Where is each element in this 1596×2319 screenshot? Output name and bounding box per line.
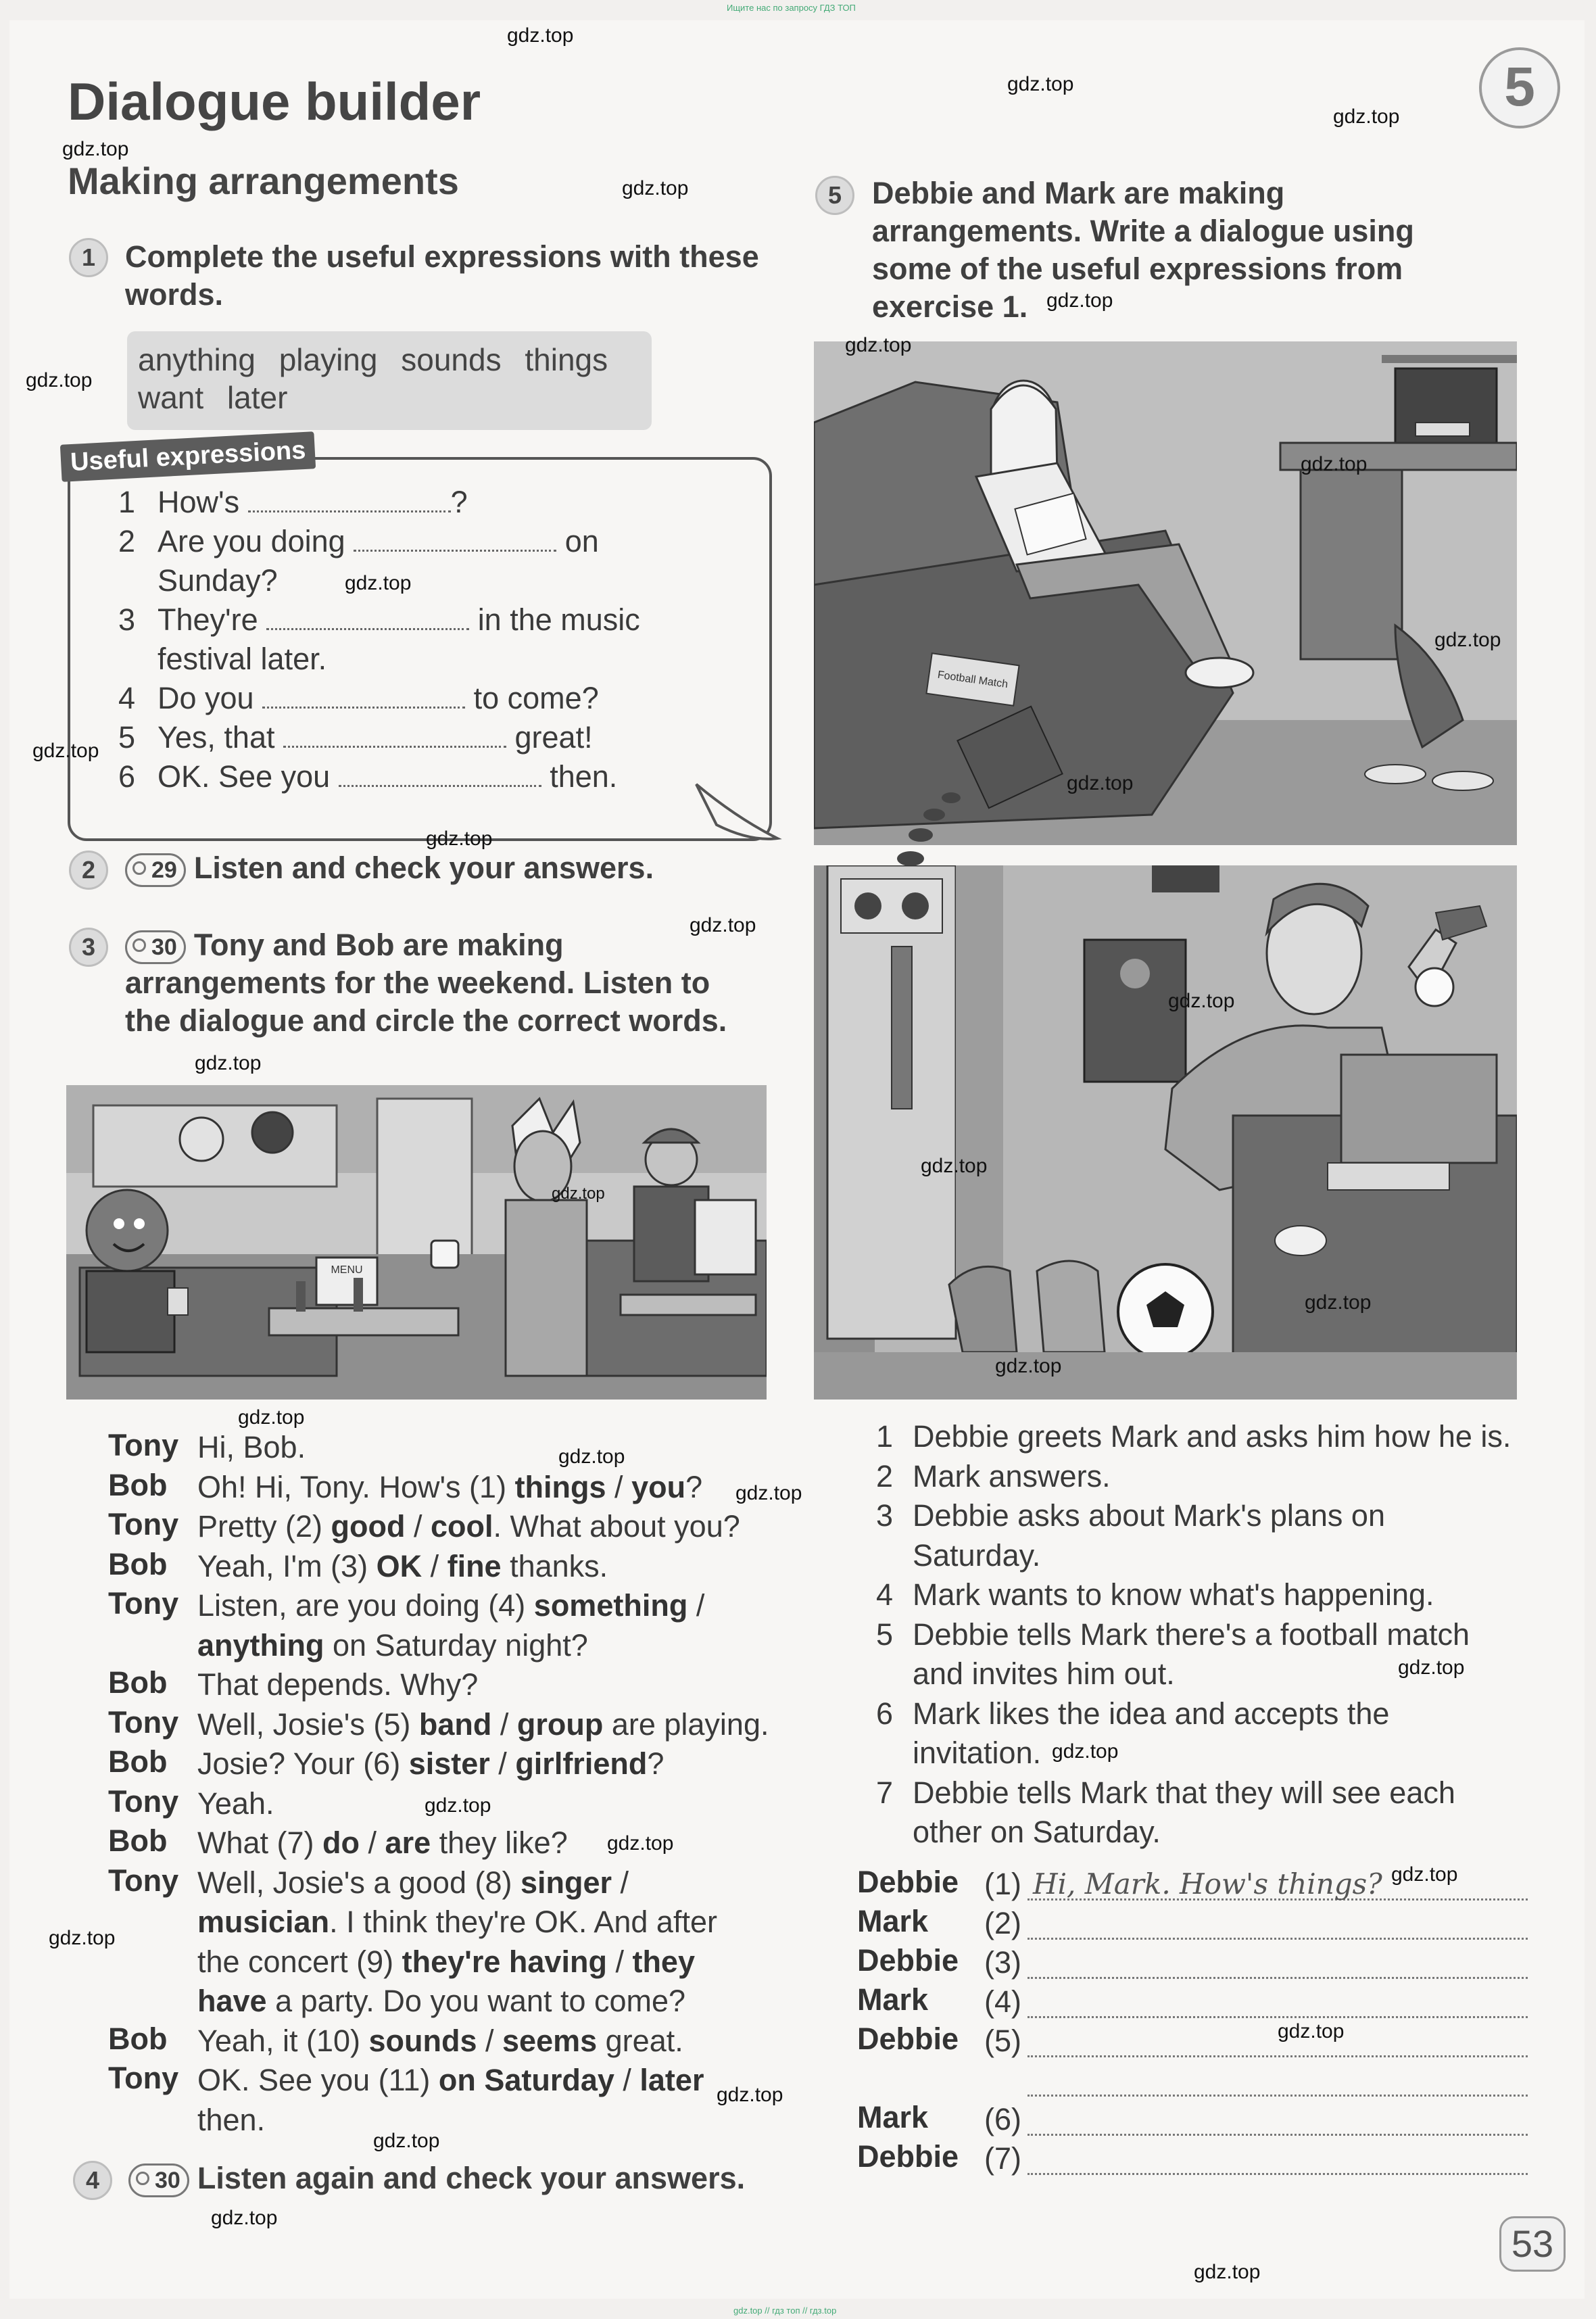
dialogue-speaker: Tony (108, 1586, 179, 1621)
expression-3-cont (118, 640, 327, 679)
dialogue-text: are playing. (603, 1707, 769, 1742)
prompt-number: 2 (876, 1459, 894, 1493)
dialogue-text: / (491, 1707, 517, 1742)
expression-number: 3 (118, 602, 136, 637)
dialogue-text: Well, Josie's a good (8) (197, 1865, 521, 1900)
dialogue-line (197, 1863, 772, 1903)
watermark: gdz.top (345, 572, 412, 594)
dialogue-text: Yeah, I'm (3) (197, 1549, 377, 1583)
word-choice[interactable]: later (639, 2063, 704, 2097)
watermark: gdz.top (1278, 2020, 1345, 2042)
write-line-speaker: Debbie (857, 2022, 959, 2056)
prompt-text: Mark answers. (913, 1459, 1111, 1493)
expression-2 (118, 522, 599, 561)
word-choice[interactable]: cool (431, 1509, 493, 1544)
dialogue-line (197, 1903, 772, 1942)
dialogue-text: great. (597, 2024, 683, 2058)
audio-track-30[interactable]: 30 (125, 930, 186, 964)
watermark: gdz.top (1007, 73, 1074, 95)
dialogue-line (197, 2061, 772, 2100)
exercise-5-number: 5 (815, 176, 854, 215)
audio-track-29[interactable]: 29 (125, 853, 186, 887)
exercise-2-number: 2 (69, 851, 108, 890)
write-line[interactable] (1027, 1977, 1528, 1979)
watermark: gdz.top (735, 1482, 802, 1504)
dialogue-line (197, 1982, 772, 2021)
dialogue-line (197, 2101, 772, 2140)
dialogue-text: . I think they're OK. And after (329, 1905, 717, 1939)
dialogue-text: Oh! Hi, Tony. How's (1) (197, 1470, 515, 1504)
watermark: gdz.top (845, 334, 912, 356)
dialogue-text: ? (685, 1470, 703, 1504)
watermark: gdz.top (32, 740, 99, 762)
prompt-text: Mark likes the idea and accepts the (913, 1696, 1390, 1731)
prompt-text: Saturday. (913, 1538, 1041, 1573)
answer-gap-2[interactable] (354, 529, 556, 552)
football-match-magazine: Football Match (936, 669, 1009, 691)
word-choice[interactable]: band (418, 1707, 492, 1742)
watermark: gdz.top (507, 24, 574, 47)
exercise-3-line-1: Tony and Bob are making (193, 928, 564, 962)
exercise-2-text: Listen and check your answers. (193, 851, 654, 885)
expression-6 (118, 757, 617, 796)
word-choice[interactable]: things (514, 1470, 606, 1504)
cafe-menu-sign: MENU (331, 1264, 363, 1276)
exercise-3-line-3: the dialogue and circle the correct words. (125, 1003, 727, 1038)
word-choice[interactable]: OK (376, 1549, 422, 1583)
dialogue-text: Listen, are you doing (4) (197, 1588, 534, 1623)
watermark: gdz.top (1333, 105, 1400, 128)
watermark: gdz.top (1194, 2261, 1261, 2283)
page-title: Dialogue builder (68, 72, 481, 131)
dialogue-text: / (687, 1588, 705, 1623)
write-line-number: (5) (984, 2024, 1021, 2058)
dialogue-text: / (612, 1865, 629, 1900)
expression-number: 2 (118, 524, 136, 558)
write-line-number: (2) (984, 1906, 1021, 1940)
answer-gap-3[interactable] (266, 608, 469, 630)
word-choice[interactable]: sounds (368, 2024, 477, 2058)
watermark: gdz.top (690, 914, 756, 936)
dialogue-text: on Saturday night? (324, 1628, 588, 1663)
exercise-2-instruction (125, 849, 767, 887)
exercise-5-line-2: arrangements. Write a dialogue using (872, 214, 1414, 248)
write-line-number: (7) (984, 2141, 1021, 2176)
exercise-5-instruction (872, 174, 1514, 326)
expression-text-end: to come? (473, 681, 599, 715)
dialogue-text: thanks. (501, 1549, 608, 1583)
dialogue-text: Pretty (2) (197, 1509, 331, 1544)
watermark: gdz.top (622, 177, 689, 199)
prompt-text: Mark wants to know what's happening. (913, 1577, 1434, 1612)
dialogue-speaker: Tony (108, 2061, 179, 2095)
word-things: things (525, 342, 608, 377)
expression-number: 6 (118, 759, 136, 794)
write-line-number: (3) (984, 1945, 1021, 1980)
write-line-speaker: Debbie (857, 1943, 959, 1978)
dialogue-line (197, 1547, 772, 1586)
watermark: gdz.top (1398, 1656, 1465, 1679)
write-line-speaker: Debbie (857, 2139, 959, 2174)
dialogue-text: a party. Do you want to come? (266, 1984, 686, 2018)
prompt-number: 1 (876, 1419, 894, 1454)
dialogue-speaker: Bob (108, 2022, 168, 2056)
watermark: gdz.top (1067, 772, 1134, 794)
word-choice[interactable]: are (385, 1825, 431, 1860)
expression-text-end: ? (450, 485, 468, 519)
dialogue-line (197, 1468, 772, 1507)
watermark: gdz.top (1391, 1863, 1458, 1886)
dialogue-speaker: Tony (108, 1863, 179, 1898)
expression-text: festival later. (158, 642, 327, 676)
word-want: want (138, 380, 204, 415)
dialogue-text: What (7) (197, 1825, 323, 1860)
watermark: gdz.top (1168, 990, 1235, 1012)
dialogue-text: Well, Josie's (5) (197, 1707, 419, 1742)
dialogue-text: . What about you? (493, 1509, 740, 1544)
exercise-5-line-4: exercise 1. (872, 289, 1028, 324)
write-line-number: (6) (984, 2102, 1021, 2136)
dialogue-line (197, 1665, 772, 1704)
word-choice[interactable]: singer (520, 1865, 612, 1900)
word-choice[interactable]: do (322, 1825, 360, 1860)
dialogue-text: they like? (431, 1825, 568, 1860)
prompt-text: Debbie tells Mark that they will see each (913, 1775, 1455, 1810)
mark-bedroom-illustration (814, 865, 1517, 1400)
prompt-number: 4 (876, 1577, 894, 1612)
word-choice[interactable]: have (197, 1984, 267, 2018)
dialogue-text: / (405, 1509, 431, 1544)
dialogue-text: the concert (9) (197, 1944, 402, 1979)
watermark: gdz.top (552, 1185, 605, 1203)
exercise-5-line-1: Debbie and Mark are making (872, 176, 1285, 210)
write-line-number: (1) (984, 1867, 1021, 1901)
example-answer: Hi, Mark. How's things? (1033, 1867, 1382, 1900)
speech-bubble-tail (690, 778, 791, 852)
dialogue-text: That depends. Why? (197, 1667, 479, 1702)
expression-number: 4 (118, 681, 136, 715)
expression-4 (118, 679, 599, 718)
watermark: gdz.top (921, 1155, 988, 1177)
expression-text: How's (158, 485, 240, 519)
dialogue-text: OK. See you (11) (197, 2063, 439, 2097)
prompt-text: Debbie tells Mark there's a football match (913, 1617, 1470, 1652)
expression-3 (118, 600, 640, 640)
page-number: 53 (1499, 2216, 1566, 2272)
expression-text: They're (158, 602, 258, 637)
watermark: gdz.top (1434, 629, 1501, 651)
bottom-note: gdz.top // гдз топ // гдз.top (733, 2305, 837, 2316)
write-line-speaker: Debbie (857, 1865, 959, 1899)
unit-badge: 5 (1479, 47, 1560, 128)
dialogue-text: Yeah. (197, 1786, 274, 1821)
answer-gap-6[interactable] (339, 765, 541, 787)
word-choice[interactable]: seems (502, 2024, 598, 2058)
prompt-text: and invites him out. (913, 1656, 1175, 1691)
useful-expressions-label: Useful expressions (60, 431, 316, 482)
expression-number: 1 (118, 485, 136, 519)
dialogue-speaker: Tony (108, 1428, 179, 1462)
watermark: gdz.top (1052, 1740, 1119, 1763)
dialogue-speaker: Bob (108, 1665, 168, 1700)
dialogue-text: / (606, 1944, 633, 1979)
dialogue-text: / (614, 2063, 640, 2097)
watermark: gdz.top (49, 1927, 116, 1949)
watermark: gdz.top (211, 2207, 278, 2229)
word-choice[interactable]: musician (197, 1905, 330, 1939)
watermark: gdz.top (607, 1832, 674, 1855)
word-choice[interactable]: something (533, 1588, 688, 1623)
write-line-speaker: Mark (857, 1904, 929, 1938)
word-choice[interactable]: they're having (402, 1944, 607, 1979)
write-line[interactable] (1027, 2134, 1528, 2136)
word-choice[interactable]: girlfriend (515, 1746, 648, 1781)
dialogue-line (197, 1744, 772, 1784)
dialogue-line (197, 1507, 772, 1546)
prompt-number: 5 (876, 1617, 894, 1652)
expression-text-end: great! (514, 720, 593, 755)
dialogue-speaker: Bob (108, 1468, 168, 1502)
watermark: gdz.top (426, 828, 493, 850)
word-choice[interactable]: good (331, 1509, 406, 1544)
dialogue-text: / (489, 1746, 516, 1781)
dialogue-text: Hi, Bob. (197, 1430, 306, 1464)
exercise-1-number: 1 (69, 238, 108, 277)
expression-text: Do you (158, 681, 254, 715)
word-choice[interactable]: they (632, 1944, 695, 1979)
page-subtitle: Making arrangements (68, 160, 459, 202)
word-choice[interactable]: you (631, 1470, 686, 1504)
prompt-number: 7 (876, 1775, 894, 1810)
prompt-text: Debbie greets Mark and asks him how he is. (913, 1419, 1512, 1454)
dialogue-line (197, 2022, 772, 2061)
write-line-extra[interactable] (1027, 2095, 1528, 2097)
answer-gap-5[interactable] (283, 725, 506, 748)
word-later: later (226, 380, 288, 415)
exercise-3-number: 3 (69, 928, 108, 967)
word-sounds: sounds (401, 342, 502, 377)
watermark: gdz.top (373, 2130, 440, 2152)
dialogue-speaker: Bob (108, 1744, 168, 1779)
dialogue-line (197, 1428, 772, 1467)
dialogue-text: ? (647, 1746, 664, 1781)
prompt-number: 6 (876, 1696, 894, 1731)
expression-1 (118, 483, 468, 522)
watermark: gdz.top (995, 1355, 1062, 1377)
dialogue-line (197, 1705, 772, 1744)
watermark: gdz.top (26, 369, 93, 391)
dialogue-text: / (422, 1549, 448, 1583)
prompt-text: invitation. (913, 1736, 1042, 1770)
expression-text-end: in the music (477, 602, 640, 637)
expression-text: Sunday? (158, 563, 278, 598)
word-choice[interactable]: group (516, 1707, 604, 1742)
dialogue-text: then. (197, 2103, 266, 2137)
expression-5 (118, 718, 593, 757)
prompt-text: Debbie asks about Mark's plans on (913, 1498, 1385, 1533)
watermark: gdz.top (62, 138, 129, 160)
write-line-speaker: Mark (857, 2100, 929, 2134)
exercise-4-number: 4 (73, 2161, 112, 2200)
write-line[interactable] (1027, 2173, 1528, 2175)
dialogue-speaker: Tony (108, 1507, 179, 1541)
word-box (127, 331, 652, 430)
expression-2-cont (118, 561, 278, 600)
dialogue-speaker: Bob (108, 1547, 168, 1581)
prompt-number: 3 (876, 1498, 894, 1533)
exercise-3-line-2: arrangements for the weekend. Listen to (125, 965, 710, 1001)
word-choice[interactable]: on Saturday (438, 2063, 614, 2097)
debbie-bedroom-illustration (814, 341, 1517, 845)
write-line-speaker: Mark (857, 1982, 929, 2017)
answer-gap-1[interactable] (248, 490, 451, 512)
exercise-1-instruction: Complete the useful expressions with these words. (125, 239, 759, 312)
watermark: gdz.top (195, 1052, 262, 1074)
exercise-3-instruction (125, 926, 774, 1040)
exercise-5-line-3: some of the useful expressions from (872, 252, 1403, 286)
dialogue-text: Josie? Your (6) (197, 1746, 409, 1781)
dialogue-text: / (360, 1825, 385, 1860)
dialogue-speaker: Bob (108, 1823, 168, 1858)
expression-number: 5 (118, 720, 136, 755)
word-playing: playing (279, 342, 378, 377)
write-line[interactable] (1027, 2016, 1528, 2018)
top-note: Ищите нас по запросу ГДЗ ТОП (727, 3, 856, 13)
word-choice[interactable]: sister (408, 1746, 490, 1781)
expression-text: Yes, that (158, 720, 275, 755)
exercise-4-text: Listen again and check your answers. (197, 2161, 746, 2195)
expression-text: Are you doing (158, 524, 345, 558)
watermark: gdz.top (425, 1794, 491, 1817)
word-choice[interactable]: anything (197, 1628, 324, 1663)
expression-text-end: on (564, 524, 599, 558)
dialogue-text: Yeah, it (10) (197, 2024, 369, 2058)
watermark: gdz.top (238, 1406, 305, 1429)
watermark: gdz.top (1305, 1291, 1372, 1314)
dialogue-line (197, 1586, 772, 1625)
watermark: gdz.top (1301, 453, 1368, 475)
exercise-4-instruction (128, 2159, 777, 2197)
dialogue-text: / (477, 2024, 503, 2058)
dialogue-line (197, 1823, 772, 1863)
word-anything: anything (138, 342, 256, 377)
write-line[interactable] (1027, 2055, 1528, 2057)
word-choice[interactable]: fine (447, 1549, 502, 1583)
audio-track-30-again[interactable]: 30 (128, 2163, 189, 2197)
write-line-number: (4) (984, 1984, 1021, 2019)
dialogue-text: / (606, 1470, 632, 1504)
watermark: gdz.top (1046, 289, 1113, 312)
cafe-illustration (66, 1085, 767, 1400)
dialogue-speaker: Tony (108, 1784, 179, 1819)
dialogue-line (197, 1626, 772, 1665)
expression-text-end: then. (550, 759, 618, 794)
answer-gap-4[interactable] (262, 686, 465, 709)
watermark: gdz.top (558, 1445, 625, 1468)
dialogue-line (197, 1942, 772, 1982)
write-line[interactable] (1027, 1938, 1528, 1940)
dialogue-speaker: Tony (108, 1705, 179, 1740)
watermark: gdz.top (717, 2084, 783, 2106)
expression-text: OK. See you (158, 759, 331, 794)
prompt-text: other on Saturday. (913, 1815, 1161, 1849)
